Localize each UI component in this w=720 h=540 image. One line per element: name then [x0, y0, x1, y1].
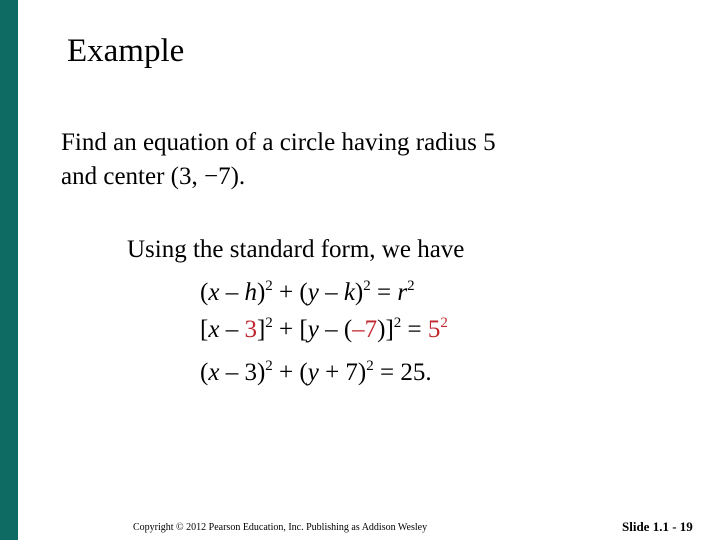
slide-number: Slide 1.1 - 19	[622, 519, 693, 534]
radius-value: 5	[427, 316, 441, 343]
solution-intro: Using the standard form, we have	[127, 236, 465, 263]
left-accent-bar	[0, 0, 18, 540]
problem-statement	[61, 126, 496, 194]
problem-line-1: Find an equation of a circle having radius 5	[61, 129, 496, 156]
center-y-value: –7	[352, 316, 378, 343]
equation-standard-form: $(x - h)^2 + (y - k)^2 = r^2$	[200, 278, 415, 306]
copyright-notice: Copyright © 2012 Pearson Education, Inc. Publishing as Addison Wesley	[133, 522, 428, 533]
equation-substituted: $[x - 3]^2 + [y - (-7)]^2 = 5^2$	[200, 315, 448, 343]
problem-line-2: and center (3, −7).	[61, 163, 246, 190]
center-x-value: 3	[244, 316, 257, 343]
slide-title: Example	[67, 33, 185, 69]
equation-final: $(x - 3)^2 + (y + 7)^2 = 25$.	[200, 358, 432, 386]
